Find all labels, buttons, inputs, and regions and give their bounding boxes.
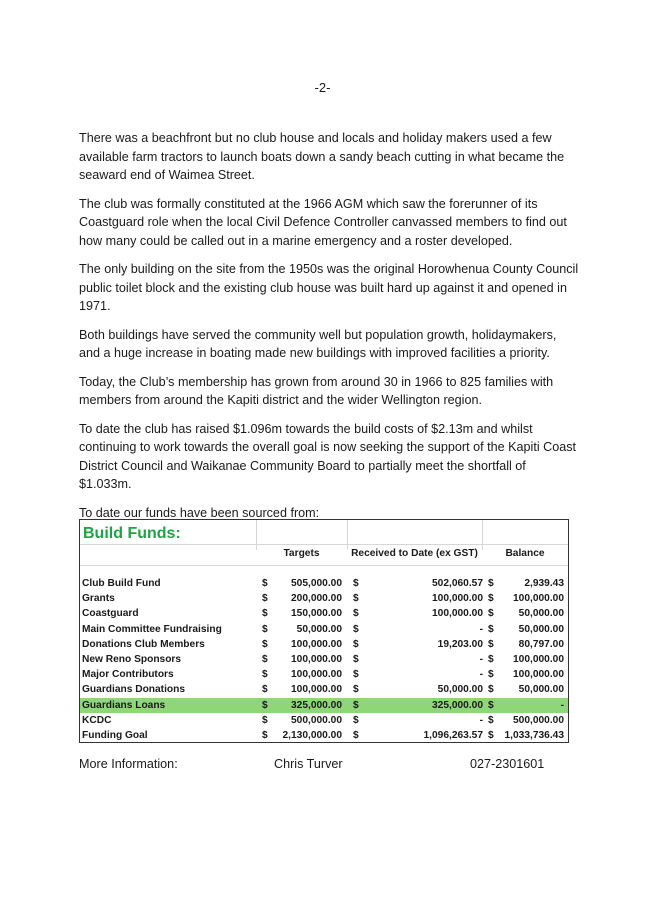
table-row xyxy=(80,698,568,713)
currency-symbol: $ xyxy=(262,714,268,726)
targets-value: 150,000.00 xyxy=(291,608,342,620)
balance-value: 50,000.00 xyxy=(518,608,564,620)
currency-symbol: $ xyxy=(353,578,359,589)
currency-symbol: $ xyxy=(488,638,494,650)
targets-value: 500,000.00 xyxy=(291,714,342,726)
header-balance: Balance xyxy=(505,548,545,559)
currency-symbol: $ xyxy=(262,578,268,589)
received-value: 1,096,263.57 xyxy=(423,730,483,741)
currency-symbol: $ xyxy=(353,593,359,605)
currency-symbol: $ xyxy=(353,730,359,741)
row-label: Coastguard xyxy=(82,608,139,620)
balance-value: 2,939.43 xyxy=(524,578,564,589)
row-label: Major Contributors xyxy=(82,669,174,681)
paragraph: The club was formally constituted at the 1966 AGM which saw the forerunner of its Coastguard role when the local Civil Defence Controller canvassed members to find out how many could be called out in a marine emergency and a roster developed. xyxy=(79,196,567,248)
table-row xyxy=(80,591,568,606)
balance-value: 80,797.00 xyxy=(518,638,564,650)
targets-value: 325,000.00 xyxy=(291,699,342,711)
currency-symbol: $ xyxy=(488,623,494,635)
contact-name: Chris Turver xyxy=(274,757,343,771)
currency-symbol: $ xyxy=(262,669,268,681)
received-value: - xyxy=(479,623,483,635)
currency-symbol: $ xyxy=(488,669,494,681)
table-row xyxy=(80,713,568,728)
received-value: 100,000.00 xyxy=(432,608,483,620)
currency-symbol: $ xyxy=(488,593,494,605)
received-value: 325,000.00 xyxy=(432,699,483,711)
targets-value: 100,000.00 xyxy=(291,684,342,696)
table-row xyxy=(80,728,568,743)
received-value: 502,060.57 xyxy=(432,578,483,589)
balance-value: - xyxy=(560,699,564,711)
currency-symbol: $ xyxy=(488,714,494,726)
received-value: 50,000.00 xyxy=(437,684,483,696)
received-value: 100,000.00 xyxy=(432,593,483,605)
balance-value: 100,000.00 xyxy=(513,654,564,665)
currency-symbol: $ xyxy=(353,714,359,726)
targets-value: 100,000.00 xyxy=(291,638,342,650)
currency-symbol: $ xyxy=(262,654,268,665)
currency-symbol: $ xyxy=(262,593,268,605)
currency-symbol: $ xyxy=(353,638,359,650)
grid-line xyxy=(80,565,568,566)
targets-value: 200,000.00 xyxy=(291,593,342,605)
row-label: Guardians Loans xyxy=(82,699,166,711)
grid-line xyxy=(256,520,257,550)
targets-value: 50,000.00 xyxy=(296,623,342,635)
targets-value: 505,000.00 xyxy=(291,578,342,589)
row-label: Guardians Donations xyxy=(82,684,186,696)
currency-symbol: $ xyxy=(262,608,268,620)
row-label: Club Build Fund xyxy=(82,578,161,589)
targets-value: 100,000.00 xyxy=(291,669,342,681)
body-text xyxy=(79,129,579,532)
paragraph: There was a beachfront but no club house and locals and holiday makers used a few available farm tractors to launch boats down a sandy beach cutting in what became the seaward end of Waimea Street. xyxy=(79,131,565,182)
currency-symbol: $ xyxy=(488,654,494,665)
targets-value: 100,000.00 xyxy=(291,654,342,665)
balance-value: 100,000.00 xyxy=(513,593,564,605)
currency-symbol: $ xyxy=(353,684,359,696)
targets-value: 2,130,000.00 xyxy=(282,730,342,741)
currency-symbol: $ xyxy=(353,669,359,681)
received-value: 19,203.00 xyxy=(437,638,483,650)
paragraph: The only building on the site from the 1950s was the original Horowhenua County Council public toilet block and the existing club house was built hard up against it and opened in 1971. xyxy=(79,262,579,313)
table-row xyxy=(80,606,568,621)
header-targets: Targets xyxy=(283,548,320,559)
currency-symbol: $ xyxy=(488,608,494,620)
currency-symbol: $ xyxy=(262,699,268,711)
header-received: Received to Date (ex GST) xyxy=(351,548,478,559)
row-label: Grants xyxy=(82,593,115,605)
currency-symbol: $ xyxy=(262,730,268,741)
grid-line xyxy=(482,520,483,550)
currency-symbol: $ xyxy=(262,638,268,650)
paragraph: To date our funds have been sourced from: xyxy=(79,505,320,520)
paragraph: To date the club has raised $1.096m towards the build costs of $2.13m and whilst continuing to work towards the overall goal is now seeking the support of the Kapiti Coast District Council and Waikanae Community Board to partially meet the shortfall of $1.033m. xyxy=(79,421,577,491)
table-row xyxy=(80,622,568,637)
contact-phone: 027-2301601 xyxy=(470,757,545,771)
balance-value: 50,000.00 xyxy=(518,623,564,635)
table-row xyxy=(80,682,568,697)
paragraph: Both buildings have served the community well but population growth, holidaymakers, and a huge increase in boating made new buildings with improved facilities a priority. xyxy=(79,327,557,360)
row-label: KCDC xyxy=(82,714,112,726)
currency-symbol: $ xyxy=(262,684,268,696)
table-title: Build Funds: xyxy=(83,525,181,542)
balance-value: 100,000.00 xyxy=(513,669,564,681)
currency-symbol: $ xyxy=(488,684,494,696)
balance-value: 500,000.00 xyxy=(513,714,564,726)
currency-symbol: $ xyxy=(353,623,359,635)
currency-symbol: $ xyxy=(353,699,359,711)
currency-symbol: $ xyxy=(488,578,494,589)
more-info-label: More Information: xyxy=(79,757,178,771)
row-label: Main Committee Fundraising xyxy=(82,623,222,635)
currency-symbol: $ xyxy=(488,730,494,741)
currency-symbol: $ xyxy=(353,608,359,620)
row-label: New Reno Sponsors xyxy=(82,654,182,665)
received-value: - xyxy=(479,669,483,681)
row-label: Donations Club Members xyxy=(82,638,205,650)
paragraph: Today, the Club’s membership has grown from around 30 in 1966 to 825 families with members from around the Kapiti district and the wider Wellington region. xyxy=(79,374,554,407)
table-row xyxy=(80,652,568,667)
grid-line xyxy=(347,520,348,550)
table-row xyxy=(80,637,568,652)
currency-symbol: $ xyxy=(488,699,494,711)
table-row xyxy=(80,576,568,591)
grid-line xyxy=(80,544,568,545)
page-number: -2- xyxy=(314,80,331,95)
balance-value: 50,000.00 xyxy=(518,684,564,696)
received-value: - xyxy=(479,654,483,665)
received-value: - xyxy=(479,714,483,726)
currency-symbol: $ xyxy=(353,654,359,665)
table-row xyxy=(80,667,568,682)
currency-symbol: $ xyxy=(262,623,268,635)
build-funds-table xyxy=(79,519,569,743)
row-label: Funding Goal xyxy=(82,730,148,741)
balance-value: 1,033,736.43 xyxy=(504,730,564,741)
